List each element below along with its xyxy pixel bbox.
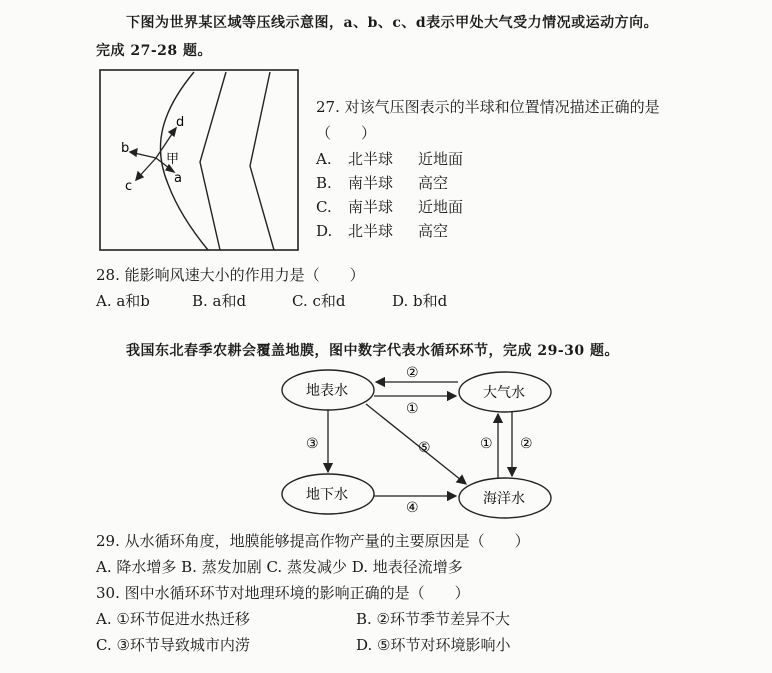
map-label-c: c: [125, 179, 133, 194]
map-label-jia: 甲: [166, 152, 180, 167]
q29-options[interactable]: A. 降水增多 B. 蒸发加剧 C. 蒸发减少 D. 地表径流增多: [96, 558, 463, 576]
water-cycle-diagram: [270, 362, 570, 522]
q28-stem: 28. 能影响风速大小的作用力是（ ）: [96, 266, 365, 284]
q27-option-b[interactable]: B. 南半球 高空: [316, 174, 449, 192]
section1-intro-line1: 下图为世界某区域等压线示意图，a、b、c、d表示甲处大气受力情况或运动方向。: [126, 15, 659, 31]
q28-options: [96, 290, 476, 311]
q28-option-a[interactable]: A. a和b: [96, 292, 150, 310]
q27-option-c[interactable]: C. 南半球 近地面: [316, 198, 464, 216]
q27-paren: （ ）: [316, 124, 377, 142]
q27-stem: 27. 对该气压图表示的半球和位置情况描述正确的是: [316, 98, 660, 116]
q29-stem: 29. 从水循环角度，地膜能够提高作物产量的主要原因是（ ）: [96, 532, 530, 550]
arrow-label-5-diag: ⑤: [418, 440, 431, 456]
isobar-line-2: [200, 72, 226, 250]
arrow-label-1-top: ①: [406, 401, 419, 417]
map-label-d: d: [176, 115, 185, 130]
node-label-surface: 地表水: [306, 383, 348, 399]
map-label-a: a: [174, 171, 182, 186]
map-label-b: b: [121, 141, 130, 156]
q30-option-c[interactable]: C. ③环节导致城市内涝: [96, 636, 250, 654]
q30-option-a[interactable]: A. ①环节促进水热迁移: [96, 610, 250, 628]
section1-intro-line2: 完成 27-28 题。: [96, 43, 213, 59]
q30-option-b[interactable]: B. ②环节季节差异不大: [356, 610, 511, 628]
arrow-label-2-top: ②: [406, 365, 419, 381]
q27-option-d[interactable]: D. 北半球 高空: [316, 222, 449, 240]
section2-intro: 我国东北春季农耕会覆盖地膜，图中数字代表水循环环节，完成 29-30 题。: [126, 343, 620, 359]
q30-stem: 30. 图中水循环环节对地理环境的影响正确的是（ ）: [96, 584, 470, 602]
q28-option-d[interactable]: D. b和d: [392, 292, 448, 310]
arrow-label-2-right: ②: [520, 436, 533, 452]
q30-option-d[interactable]: D. ⑤环节对环境影响小: [356, 636, 511, 654]
arrow-label-3-left: ③: [306, 436, 319, 452]
node-label-atmosphere: 大气水: [483, 385, 525, 401]
q28-option-c[interactable]: C. c和d: [292, 292, 346, 310]
arrow-label-4-bottom: ④: [406, 500, 419, 516]
isobar-line-3: [250, 72, 274, 250]
q28-option-b[interactable]: B. a和d: [192, 292, 247, 310]
q27-option-a[interactable]: A. 北半球 近地面: [316, 150, 464, 168]
node-label-ocean: 海洋水: [483, 491, 525, 507]
arrow-label-1-right: ①: [480, 436, 493, 452]
map-frame: [100, 70, 298, 250]
isobar-map: [96, 66, 304, 256]
node-label-ground: 地下水: [306, 487, 348, 503]
